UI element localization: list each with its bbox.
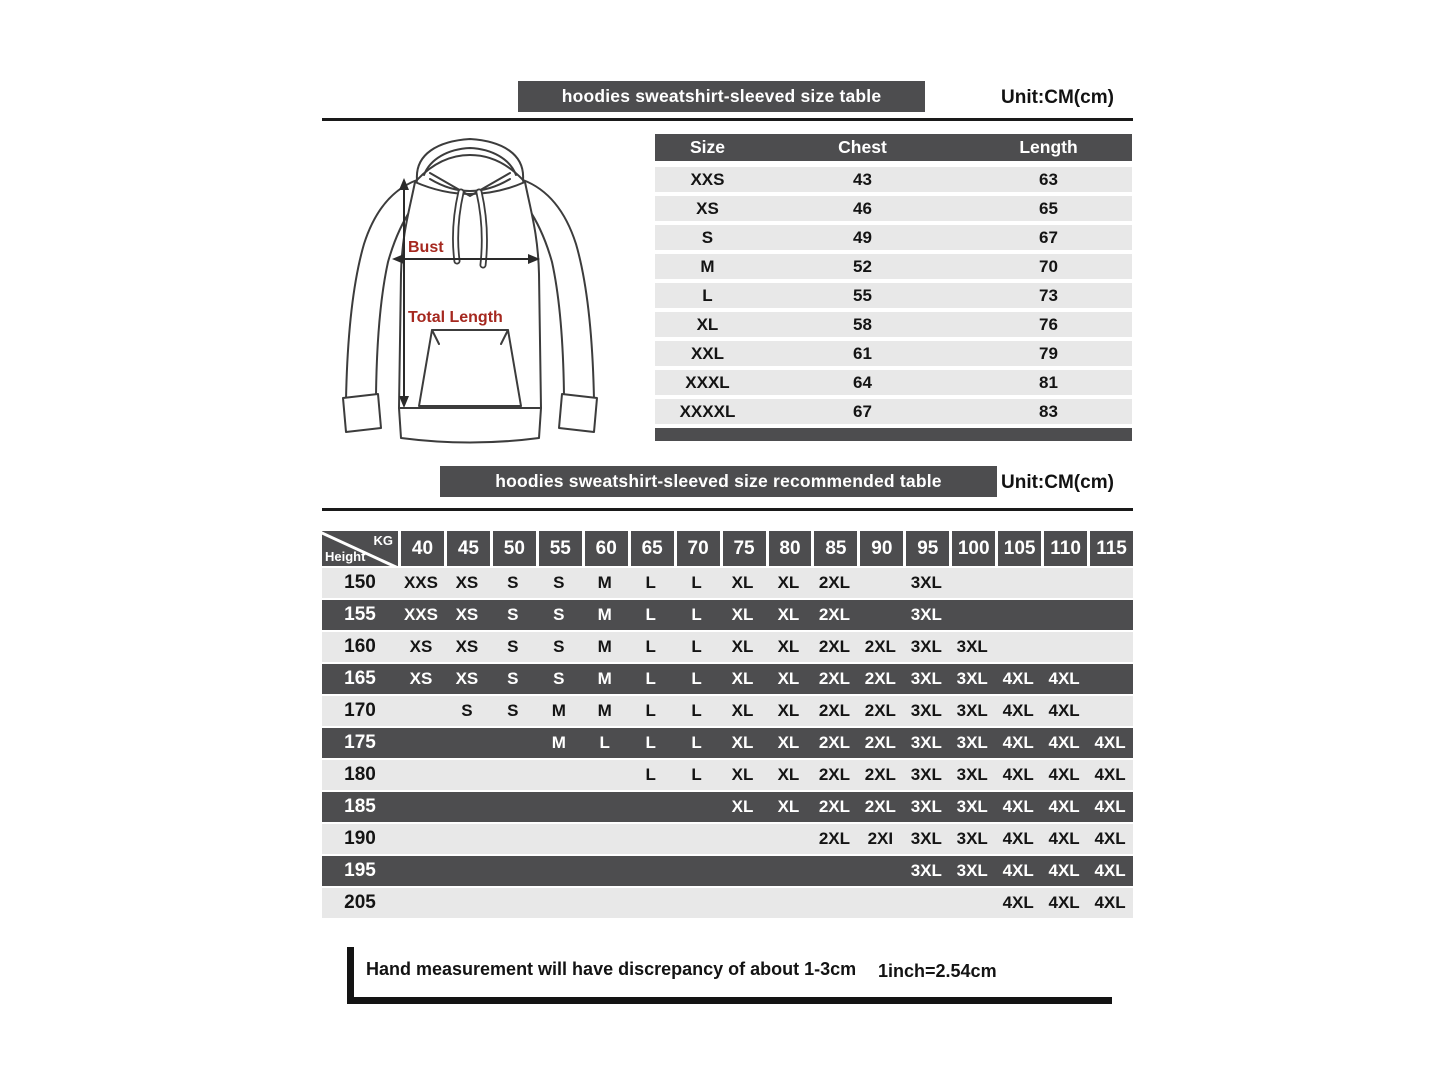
size-recommendation-cell: XL (777, 701, 800, 720)
hoodie-pocket (419, 330, 521, 406)
size-recommendation-cell: 4XL (1002, 669, 1034, 688)
size-table-row (655, 399, 1132, 424)
size-recommendation-cell: L (645, 669, 656, 688)
size-recommendation-cell: XL (777, 733, 800, 752)
bust-label: Bust (408, 239, 444, 256)
size-recommendation-cell: 2XL (864, 765, 896, 784)
size-recommendation-cell: 4XL (1094, 893, 1126, 912)
size-recommendation-cell: L (599, 733, 610, 752)
size-recommendation-cell: 3XL (956, 701, 988, 720)
recommended-row (322, 664, 1133, 694)
size-recommendation-cell: 2XL (818, 765, 850, 784)
size-cell: XXS (690, 169, 725, 189)
height-row-label: 205 (344, 892, 376, 913)
size-recommendation-cell: 2XL (818, 637, 850, 656)
weight-header-cell: 60 (585, 531, 628, 566)
size-recommendation-cell: XS (409, 637, 433, 656)
weight-header-cell: 80 (769, 531, 812, 566)
kg-label: KG (373, 533, 393, 548)
length-cell: 79 (1039, 343, 1058, 363)
size-recommendation-cell: XS (409, 669, 433, 688)
size-recommendation-cell: 3XL (910, 701, 942, 720)
size-recommendation-cell: 4XL (1094, 765, 1126, 784)
chest-cell: 67 (853, 401, 872, 421)
recommended-row (322, 792, 1133, 822)
length-column-header: Length (1019, 137, 1078, 157)
size-recommendation-cell: 3XL (910, 573, 942, 592)
weight-header-cell: 45 (447, 531, 490, 566)
height-row-label: 180 (344, 764, 376, 785)
size-recommendation-cell: M (597, 669, 612, 688)
size-recommendation-cell: XL (731, 797, 754, 816)
size-recommendation-cell: 3XL (910, 637, 942, 656)
size-table-row (655, 196, 1132, 221)
bust-arrow-left-head (392, 254, 404, 264)
size-recommendation-cell: 4XL (1002, 829, 1034, 848)
size-recommendation-cell: 2XI (867, 829, 894, 848)
size-table-row (655, 370, 1132, 395)
hoodie-left-cuff (343, 394, 381, 432)
chest-cell: 49 (853, 227, 872, 247)
size-table-row (655, 225, 1132, 250)
size-recommendation-cell: XL (777, 797, 800, 816)
height-row-label: 185 (344, 796, 376, 817)
size-cell: M (700, 256, 715, 276)
recommended-row (322, 824, 1133, 854)
size-recommendation-cell: L (645, 765, 656, 784)
size-recommendation-cell: XL (731, 701, 754, 720)
size-recommendation-cell: 3XL (910, 669, 942, 688)
size-recommendation-cell: XL (777, 573, 800, 592)
inch-conversion-text: 1inch=2.54cm (878, 961, 997, 981)
total-length-label: Total Length (408, 309, 503, 326)
size-recommendation-cell: XXS (403, 573, 438, 592)
size-recommendation-cell: 3XL (910, 733, 942, 752)
length-cell: 73 (1039, 285, 1058, 305)
recommended-row (322, 728, 1133, 758)
size-recommendation-cell: S (553, 573, 565, 592)
size-recommendation-cell: 2XL (818, 829, 850, 848)
size-recommendation-cell: 4XL (1094, 797, 1126, 816)
size-recommendation-cell: L (645, 573, 656, 592)
size-recommendation-cell: XL (731, 733, 754, 752)
kg-height-corner-cell (322, 531, 398, 566)
size-recommendation-cell: S (507, 605, 519, 624)
size-table-row (655, 254, 1132, 279)
size-recommendation-cell: XS (455, 605, 479, 624)
size-recommendation-cell: L (691, 637, 702, 656)
size-recommendation-cell: 4XL (1048, 893, 1080, 912)
recommended-row (322, 856, 1133, 886)
size-recommendation-cell: XL (731, 605, 754, 624)
size-recommendation-cell: 2XL (864, 637, 896, 656)
chest-cell: 61 (853, 343, 872, 363)
recommended-row (322, 760, 1133, 790)
size-recommendation-cell: 3XL (956, 861, 988, 880)
height-row-label: 165 (344, 668, 376, 689)
size-recommendation-cell: 3XL (956, 733, 988, 752)
weight-header-cell: 55 (539, 531, 582, 566)
size-recommendation-cell: L (691, 701, 702, 720)
size-recommendation-cell: 2XL (818, 733, 850, 752)
length-cell: 70 (1039, 256, 1058, 276)
weight-header-cell: 85 (814, 531, 857, 566)
size-table-row (655, 341, 1132, 366)
size-recommendation-cell: XL (777, 765, 800, 784)
size-recommendation-cell: M (551, 733, 566, 752)
height-row-label: 170 (344, 700, 376, 721)
size-recommendation-cell: XXS (403, 605, 438, 624)
size-recommendation-cell: XL (777, 605, 800, 624)
size-recommendation-cell: 4XL (1094, 733, 1126, 752)
size-recommendation-cell: S (553, 669, 565, 688)
size-recommendation-cell: 4XL (1002, 765, 1034, 784)
weight-header-cell: 105 (998, 531, 1041, 566)
size-recommendation-cell: M (597, 605, 612, 624)
size-recommendation-cell: XL (777, 669, 800, 688)
chest-cell: 55 (853, 285, 872, 305)
height-row-label: 160 (344, 636, 376, 657)
size-recommendation-cell: S (507, 669, 519, 688)
footnote-underline (347, 997, 1112, 1004)
size-recommendation-cell: 4XL (1002, 733, 1034, 752)
size-cell: XXXXL (679, 401, 736, 421)
height-row-label: 175 (344, 732, 376, 753)
chest-cell: 46 (853, 198, 872, 218)
height-row-label: 155 (344, 604, 376, 625)
size-recommendation-cell: L (645, 637, 656, 656)
chest-column-header: Chest (838, 137, 887, 157)
size-recommendation-cell: M (597, 573, 612, 592)
size-recommendation-cell: 4XL (1048, 733, 1080, 752)
size-recommendation-cell: 3XL (910, 765, 942, 784)
footnote-text: Hand measurement will have discrepancy of about 1-3cm (366, 959, 857, 979)
size-recommendation-cell: 3XL (910, 605, 942, 624)
recommended-table-unit-label: Unit:CM(cm) (1001, 472, 1114, 493)
matrix-header-row (322, 531, 1133, 566)
weight-header-cell: 100 (952, 531, 995, 566)
size-recommendation-cell: 4XL (1002, 797, 1034, 816)
size-recommendation-cell: M (551, 701, 566, 720)
chest-cell: 52 (853, 256, 872, 276)
length-cell: 83 (1039, 401, 1058, 421)
size-recommendation-cell: S (553, 637, 565, 656)
height-row-label: 195 (344, 860, 376, 881)
size-table-row (655, 283, 1132, 308)
size-cell: L (702, 285, 713, 305)
size-recommendation-cell: 3XL (956, 829, 988, 848)
height-row-label: 190 (344, 828, 376, 849)
size-recommendation-cell: 3XL (910, 861, 942, 880)
divider-line-middle (322, 508, 1133, 511)
recommended-row (322, 632, 1133, 662)
size-table-row (655, 167, 1132, 192)
size-table-title: hoodies sweatshirt-sleeved size table (561, 86, 882, 106)
chest-cell: 64 (853, 372, 872, 392)
size-recommendation-cell: 2XL (818, 701, 850, 720)
size-recommendation-cell: XS (455, 669, 479, 688)
size-recommendation-cell: 3XL (910, 797, 942, 816)
size-recommendation-cell: 4XL (1048, 701, 1080, 720)
size-recommendation-cell: 4XL (1002, 861, 1034, 880)
size-recommendation-cell: S (507, 573, 519, 592)
recommended-row (322, 696, 1133, 726)
size-column-header: Size (689, 137, 725, 157)
size-recommendation-cell: L (645, 701, 656, 720)
size-recommendation-cell: 4XL (1048, 861, 1080, 880)
hoodie-measurement-diagram (320, 132, 625, 460)
size-recommendation-cell: S (461, 701, 473, 720)
size-recommendation-cell: L (691, 573, 702, 592)
height-row-label: 150 (344, 572, 376, 593)
size-recommendation-cell: XL (731, 765, 754, 784)
recommended-table-title-bar (440, 466, 997, 497)
size-recommendation-cell: M (597, 701, 612, 720)
size-recommendation-cell: 3XL (910, 829, 942, 848)
size-recommendation-cell: 4XL (1048, 765, 1080, 784)
size-recommendation-cell: S (507, 637, 519, 656)
weight-header-cell: 115 (1090, 531, 1133, 566)
size-cell: XXXL (685, 372, 730, 392)
length-cell: 67 (1039, 227, 1058, 247)
size-table-rows (655, 167, 1132, 424)
weight-header-cell: 70 (677, 531, 720, 566)
length-cell: 65 (1039, 198, 1058, 218)
height-label-corner: Height (325, 549, 366, 564)
size-recommendation-cell: XL (731, 637, 754, 656)
size-recommendation-cell: S (507, 701, 519, 720)
size-recommendation-cell: L (691, 733, 702, 752)
size-recommendation-cell: 2XL (818, 605, 850, 624)
matrix-body (322, 568, 1133, 918)
recommended-row (322, 600, 1133, 630)
hoodie-right-cuff (559, 394, 597, 432)
size-recommendation-cell: 4XL (1048, 669, 1080, 688)
weight-header-cell: 110 (1044, 531, 1087, 566)
size-cell: XS (696, 198, 719, 218)
length-cell: 81 (1039, 372, 1058, 392)
size-recommendation-cell: 3XL (956, 669, 988, 688)
length-cell: 76 (1039, 314, 1058, 334)
size-table-unit-label: Unit:CM(cm) (1001, 87, 1114, 108)
size-recommendation-cell: 4XL (1002, 701, 1034, 720)
divider-line-top (322, 118, 1133, 121)
size-recommendation-cell: L (691, 765, 702, 784)
size-recommendation-cell: XL (731, 573, 754, 592)
recommended-table-title: hoodies sweatshirt-sleeved size recommended table (495, 471, 942, 491)
recommended-row (322, 888, 1133, 918)
length-cell: 63 (1039, 169, 1058, 189)
size-recommendation-cell: XL (731, 669, 754, 688)
size-recommendation-cell: L (645, 733, 656, 752)
size-recommendation-cell: 2XL (864, 669, 896, 688)
size-recommendation-cell: M (597, 637, 612, 656)
size-table-footer-bar (655, 428, 1132, 441)
size-recommendation-cell: S (553, 605, 565, 624)
size-recommendation-cell: L (691, 669, 702, 688)
size-cell: S (701, 227, 714, 247)
size-cell: XXL (690, 343, 724, 363)
size-recommendation-cell: 3XL (956, 637, 988, 656)
recommended-row (322, 568, 1133, 598)
size-cell: XL (696, 314, 719, 334)
weight-header-cell: 50 (493, 531, 536, 566)
size-recommendation-cell: 4XL (1048, 829, 1080, 848)
recommended-size-matrix (322, 531, 1133, 918)
weight-header-cell: 40 (401, 531, 444, 566)
size-table-row (655, 312, 1132, 337)
size-table (655, 134, 1132, 441)
weight-header-cell: 65 (631, 531, 674, 566)
hoodie-hem-band (399, 408, 541, 443)
size-recommendation-cell: L (691, 605, 702, 624)
chest-cell: 43 (853, 169, 872, 189)
weight-header-cell: 90 (860, 531, 903, 566)
size-recommendation-cell: 4XL (1002, 893, 1034, 912)
size-recommendation-cell: 2XL (864, 701, 896, 720)
size-recommendation-cell: 3XL (956, 765, 988, 784)
size-recommendation-cell: 4XL (1094, 861, 1126, 880)
size-recommendation-cell: XL (777, 637, 800, 656)
size-table-title-bar (518, 81, 925, 112)
weight-header-cell: 75 (723, 531, 766, 566)
size-recommendation-cell: L (645, 605, 656, 624)
weight-header-cell: 95 (906, 531, 949, 566)
size-recommendation-cell: 2XL (818, 669, 850, 688)
size-recommendation-cell: 3XL (956, 797, 988, 816)
footnote-vertical-bar (347, 947, 354, 1004)
chest-cell: 58 (853, 314, 872, 334)
size-table-header-row (655, 134, 1132, 161)
size-recommendation-cell: 2XL (864, 733, 896, 752)
size-recommendation-cell: XS (455, 573, 479, 592)
size-recommendation-cell: XS (455, 637, 479, 656)
size-recommendation-cell: 4XL (1094, 829, 1126, 848)
size-recommendation-cell: 4XL (1048, 797, 1080, 816)
size-recommendation-cell: 2XL (864, 797, 896, 816)
size-recommendation-cell: 2XL (818, 573, 850, 592)
size-recommendation-cell: 2XL (818, 797, 850, 816)
